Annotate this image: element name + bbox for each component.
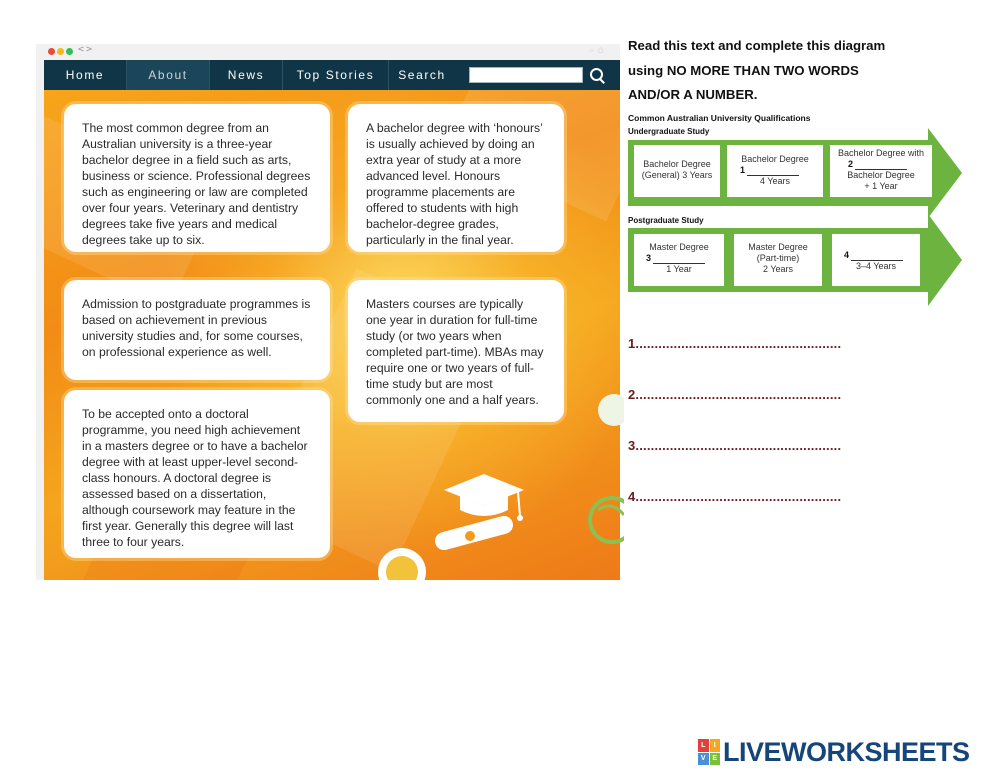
info-card-text: Admission to postgraduate programmes is based on achievement in previous university studies and, for some courses, on professional experience as well. — [82, 297, 311, 359]
logo-letter: E — [710, 753, 721, 766]
info-card-text: The most common degree from an Australian university is a three-year bachelor degree in a field such as arts, business or science. Professional degrees such as engineering or law are completed over four years. Veterinary and dentistry degrees take five years and medical degrees take up to six. — [82, 121, 311, 247]
nav-home[interactable]: Home — [44, 60, 127, 90]
undergraduate-label: Undergraduate Study — [628, 127, 710, 136]
info-card-text: A bachelor degree with ‘honours’ is usually achieved by doing an extra year of study at a more advanced level. Honours programme placements are offered to students with high bachelor-degree grades, particularly in the final year. — [366, 121, 543, 247]
postgraduate-label: Postgraduate Study — [628, 216, 704, 225]
logo-text: LIVEWORKSHEETS — [723, 736, 970, 767]
back-forward-arrows-icon[interactable]: <> — [78, 44, 95, 55]
pg-box-master-1yr — [634, 234, 724, 286]
instructions — [628, 34, 968, 108]
box-text: (Part-time) — [756, 253, 800, 263]
blank-number: 4 — [844, 250, 850, 260]
blank-1 — [727, 165, 823, 176]
answer-field-4[interactable] — [628, 489, 841, 504]
instructions-line: using NO MORE THAN TWO WORDS — [628, 62, 859, 78]
box-text: Bachelor Degree — [847, 170, 915, 180]
search-input[interactable] — [469, 67, 583, 83]
box-text: 1 Year — [666, 264, 692, 274]
answer-number: 4. — [628, 489, 640, 504]
answer-blank[interactable]: ..................................................... — [639, 387, 842, 402]
about-content — [44, 90, 620, 580]
award-badge-icon — [362, 538, 442, 580]
nav-news[interactable]: News — [210, 60, 283, 90]
maximize-window-icon[interactable] — [66, 48, 73, 55]
blank-number: 2 — [848, 159, 854, 169]
logo-letter: L — [698, 739, 709, 752]
blank-number: 1 — [740, 165, 746, 175]
box-text: 2 Years — [762, 264, 794, 274]
nav-search-label: Search — [398, 68, 446, 82]
info-card-doctoral — [64, 390, 330, 558]
ug-box-bachelor-general — [634, 145, 720, 197]
globe-decoration-icon — [584, 380, 624, 560]
box-text: + 1 Year — [864, 181, 898, 191]
ug-box-bachelor-honours — [830, 145, 932, 197]
box-text: (General) 3 Years — [641, 170, 713, 180]
blank-2 — [830, 159, 932, 170]
logo-mark-icon — [698, 739, 720, 765]
info-card-masters — [348, 280, 564, 422]
pg-box-master-part-time — [734, 234, 822, 286]
answer-number: 2. — [628, 387, 640, 402]
info-card-text: To be accepted onto a doctoral programme, you need high achievement in a masters degree or to have a bachelor degree with at least upper-level second-class honours. A doctoral degree is assessed based on a dissertation, although coursework may feature in the first year. Generally this degree will last three to four years. — [82, 407, 308, 549]
answer-number: 3. — [628, 438, 640, 453]
browser-window — [36, 44, 620, 580]
box-text: Master Degree — [748, 242, 808, 252]
search-and-home-icon[interactable]: ⌕ ⌂ — [588, 45, 604, 56]
answer-blank[interactable]: ..................................................... — [639, 489, 842, 504]
blank-line — [855, 161, 907, 170]
box-text: Bachelor Degree — [643, 159, 711, 169]
site-navbar — [44, 60, 620, 90]
answer-field-3[interactable] — [628, 438, 841, 453]
info-card-honours — [348, 104, 564, 252]
nav-about[interactable]: About — [127, 60, 210, 90]
minimize-window-icon[interactable] — [57, 48, 64, 55]
blank-3 — [634, 253, 724, 264]
blank-4 — [832, 250, 920, 261]
blank-line — [653, 255, 705, 264]
instructions-line: AND/OR A NUMBER. — [628, 87, 758, 102]
blank-line — [851, 252, 903, 261]
blank-number: 3 — [646, 253, 652, 263]
graduation-cap-icon — [424, 466, 544, 566]
logo-letter: V — [698, 753, 709, 766]
pg-box-doctoral — [832, 234, 920, 286]
liveworksheets-logo[interactable] — [698, 737, 970, 767]
diagram-title: Common Australian University Qualifications — [628, 113, 811, 123]
box-text: 4 Years — [759, 176, 791, 186]
info-card-postgraduate-admission — [64, 280, 330, 380]
answer-blank[interactable]: ..................................................... — [639, 336, 842, 351]
answer-field-1[interactable] — [628, 336, 841, 351]
box-text: Master Degree — [649, 242, 709, 252]
box-text: Bachelor Degree with — [837, 148, 925, 158]
ug-box-bachelor-4yr — [727, 145, 823, 197]
info-card-bachelor — [64, 104, 330, 252]
answer-blank[interactable]: ..................................................... — [639, 438, 842, 453]
box-text: Bachelor Degree — [741, 154, 809, 164]
close-window-icon[interactable] — [48, 48, 55, 55]
answer-field-2[interactable] — [628, 387, 841, 402]
info-card-text: Masters courses are typically one year in duration for full-time study (or two years when completed part-time). MBAs may require one or two years of full-time study but are most commonly one and a half years. — [366, 297, 544, 407]
nav-top-stories[interactable]: Top Stories — [283, 60, 389, 90]
instructions-line: Read this text and complete this diagram — [628, 38, 886, 53]
blank-line — [747, 167, 799, 176]
browser-chrome — [36, 44, 620, 58]
search-icon[interactable] — [589, 67, 605, 83]
box-text: 3–4 Years — [855, 261, 897, 271]
logo-letter: I — [710, 739, 721, 752]
answer-number: 1. — [628, 336, 640, 351]
